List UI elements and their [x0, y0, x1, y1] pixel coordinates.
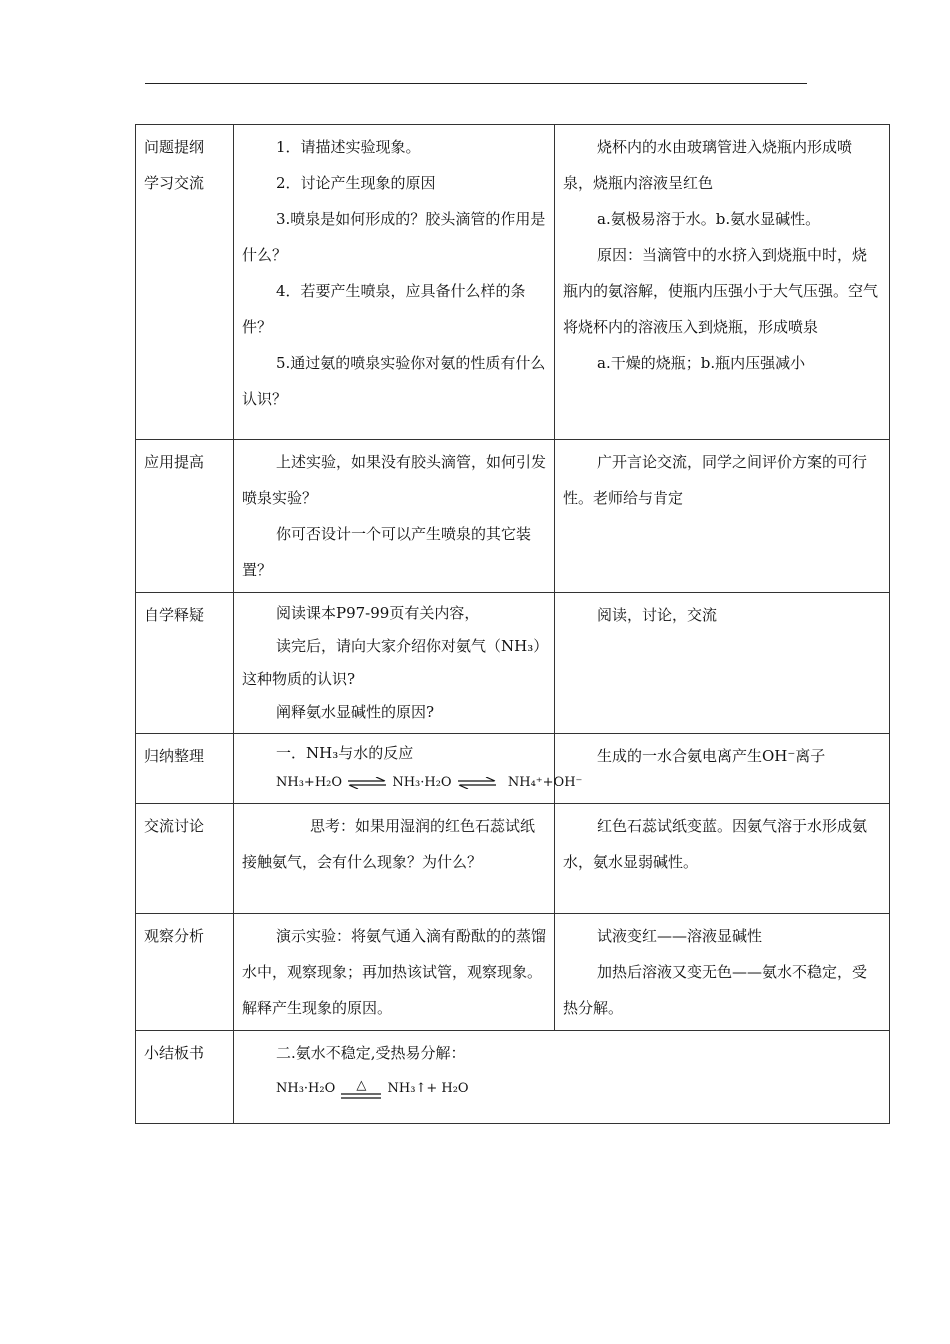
- answer-text: 广开言论交流，同学之间评价方案的可行性。老师给与肯定: [563, 453, 868, 507]
- question-text: 阅读课本P97-99页有关内容，: [276, 604, 480, 622]
- row-label: [136, 1030, 234, 1123]
- table-row: [136, 1030, 890, 1123]
- summary-equation-left: NH₃·H₂O: [276, 1080, 336, 1096]
- summary-heading: 二.氨水不稳定,受热易分解：: [276, 1043, 466, 1062]
- answer-text: a.氨极易溶于水。b.氨水显碱性。: [597, 210, 821, 228]
- answer-text: 试液变红——溶液显碱性: [597, 926, 763, 945]
- row-label: [136, 440, 234, 593]
- answer-text: 生成的一水合氨电离产生OH⁻离子: [597, 747, 826, 765]
- row-label: [136, 913, 234, 1030]
- equation-middle: NH₃·H₂O: [392, 775, 452, 790]
- question-text: 上述实验，如果没有胶头滴管，如何引发喷泉实验？: [242, 453, 547, 507]
- table-row: [136, 593, 890, 734]
- equation-left: NH₃+H₂O: [276, 775, 343, 790]
- row-label-text: 归纳整理: [144, 747, 205, 765]
- teacher-activity: [234, 593, 555, 734]
- question-5: 5.通过氨的喷泉实验你对氨的性质有什么认识？: [242, 354, 546, 408]
- table-row: [136, 440, 890, 593]
- answer-text: a.干燥的烧瓶；b.瓶内压强减小: [597, 354, 806, 372]
- equation-right: NH₄⁺+OH⁻: [507, 775, 583, 790]
- question-text: 你可否设计一个可以产生喷泉的其它装置？: [242, 525, 532, 579]
- question-1: 1．请描述实验现象。: [276, 138, 421, 156]
- question-4: 4．若要产生喷泉，应具备什么样的条件？: [242, 282, 526, 336]
- question-3: 3.喷泉是如何形成的？胶头滴管的作用是什么？: [242, 210, 546, 264]
- teacher-activity: [234, 125, 555, 440]
- ammonia-water-equation: [242, 768, 583, 799]
- reaction-heading: 一．NH₃与水的反应: [276, 744, 414, 762]
- question-2: 2．讨论产生现象的原因: [276, 174, 436, 192]
- row-label: [136, 593, 234, 734]
- row-label-text: 交流讨论: [144, 816, 205, 835]
- table-row: [136, 734, 890, 804]
- student-activity: [555, 125, 890, 440]
- student-activity: [555, 803, 890, 913]
- question-text: 读完后，请向大家介绍你对氨气（NH₃）这种物质的认识?: [242, 637, 541, 688]
- reversible-arrow-icon: [456, 777, 498, 789]
- answer-text: 原因：当滴管中的水挤入到烧瓶中时，烧瓶内的氨溶解，使瓶内压强小于大气压强。空气将烧杯内的溶液压入到烧瓶，形成喷泉: [563, 246, 879, 336]
- row-label-text: 应用提高: [144, 453, 205, 471]
- teacher-activity: [234, 803, 555, 913]
- row-label: [136, 125, 234, 440]
- lesson-table: [135, 124, 890, 1124]
- decomposition-equation: [242, 1071, 881, 1108]
- student-activity: [555, 913, 890, 1030]
- table-row: [136, 913, 890, 1030]
- teacher-activity: [234, 440, 555, 593]
- row-label: [136, 734, 234, 804]
- table-row: [136, 125, 890, 440]
- row-label: [136, 803, 234, 913]
- answer-text: 加热后溶液又变无色——氨水不稳定，受热分解。: [563, 962, 868, 1017]
- row-label-text: 观察分析: [144, 926, 205, 945]
- student-activity: [555, 734, 890, 804]
- heat-triangle-icon: △: [356, 1077, 367, 1093]
- equals-bar-icon: [341, 1093, 381, 1099]
- row-label-text: 问题提纲学习交流: [144, 138, 205, 192]
- answer-text: 阅读，讨论，交流: [597, 606, 718, 624]
- summary-equation-right: NH₃↑+ H₂O: [387, 1080, 469, 1096]
- answer-text: 烧杯内的水由玻璃管进入烧瓶内形成喷泉，烧瓶内溶液呈红色: [563, 138, 853, 192]
- student-activity: [555, 440, 890, 593]
- table-row: [136, 803, 890, 913]
- summary-cell: [234, 1030, 890, 1123]
- answer-text: 红色石蕊试纸变蓝。因氨气溶于水形成氨水，氨水显弱碱性。: [563, 816, 868, 871]
- row-label-text: 小结板书: [144, 1043, 205, 1062]
- heat-condition: [341, 1079, 381, 1099]
- question-text: 演示实验：将氨气通入滴有酚酞的的蒸馏水中，观察现象；再加热该试管，观察现象。解释产生现象的原因。: [242, 926, 547, 1017]
- teacher-activity: [234, 734, 583, 804]
- student-activity: [555, 593, 890, 734]
- header-rule: [145, 83, 807, 84]
- reversible-arrow-icon: [346, 777, 388, 789]
- teacher-activity: [234, 913, 555, 1030]
- question-text: 思考：如果用湿润的红色石蕊试纸接触氨气，会有什么现象？为什么？: [242, 816, 536, 871]
- row-label-text: 自学释疑: [144, 606, 205, 624]
- question-text: 阐释氨水显碱性的原因?: [276, 703, 435, 721]
